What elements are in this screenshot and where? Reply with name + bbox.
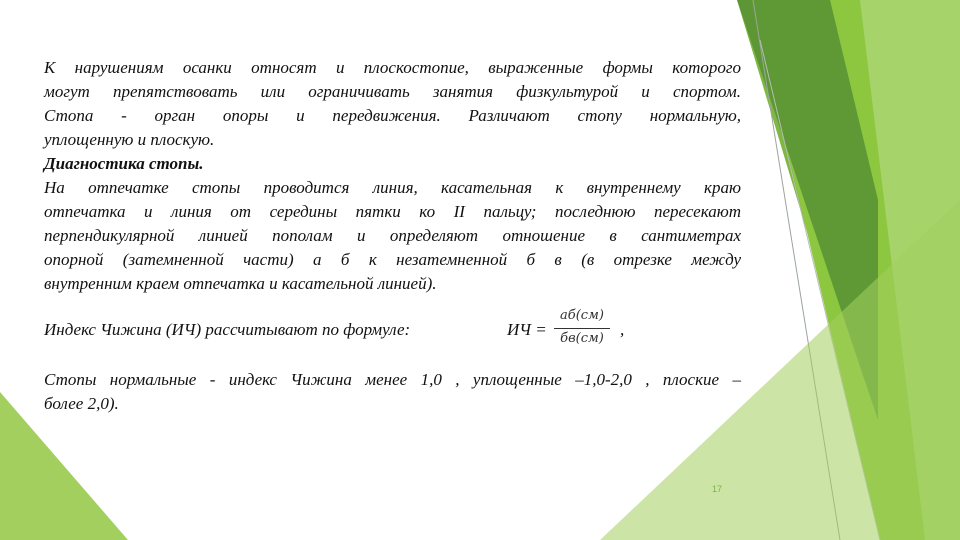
text-line: К нарушениям осанки относят и плоскостопие, выраженные формы которого bbox=[44, 58, 741, 77]
text-line: На отпечатке стопы проводится линия, касательная к внутреннему краю bbox=[44, 178, 741, 197]
formula-label: Индекс Чижина (ИЧ) рассчитывают по формуле: bbox=[44, 320, 411, 339]
formula-row bbox=[44, 308, 744, 356]
main-paragraph bbox=[44, 56, 744, 296]
conclusion-line: Стопы нормальные - индекс Чижина менее 1,0 , уплощенные –1,0-2,0 , плоские – bbox=[44, 370, 741, 389]
conclusion-line: более 2,0). bbox=[44, 394, 119, 413]
fraction-bar bbox=[554, 328, 610, 329]
formula-fraction bbox=[554, 308, 610, 349]
text-line: перпендикулярной линией пополам и определяют отношение в сантиметрах bbox=[44, 226, 741, 245]
text-line: опорной (затемненной части) а б к незатемненной б в (в отрезке между bbox=[44, 250, 741, 269]
formula-numerator: аб(см) bbox=[560, 308, 604, 323]
formula-denominator: бв(см) bbox=[560, 331, 604, 346]
page-number: 17 bbox=[712, 484, 723, 494]
text-line: Стопа - орган опоры и передвижения. Различают стопу нормальную, bbox=[44, 106, 741, 125]
formula-tail: , bbox=[620, 320, 625, 339]
formula-lhs: ИЧ = bbox=[507, 320, 547, 339]
section-heading: Диагностика стопы. bbox=[44, 154, 204, 173]
conclusion-paragraph bbox=[44, 368, 744, 416]
text-line: внутренним краем отпечатка и касательной линией). bbox=[44, 274, 437, 293]
text-line: могут препятствовать или ограничивать занятия физкультурой и спортом. bbox=[44, 82, 741, 101]
text-line: отпечатка и линия от середины пятки ко II пальцу; последнюю пересекают bbox=[44, 202, 741, 221]
text-line: уплощенную и плоскую. bbox=[44, 130, 215, 149]
